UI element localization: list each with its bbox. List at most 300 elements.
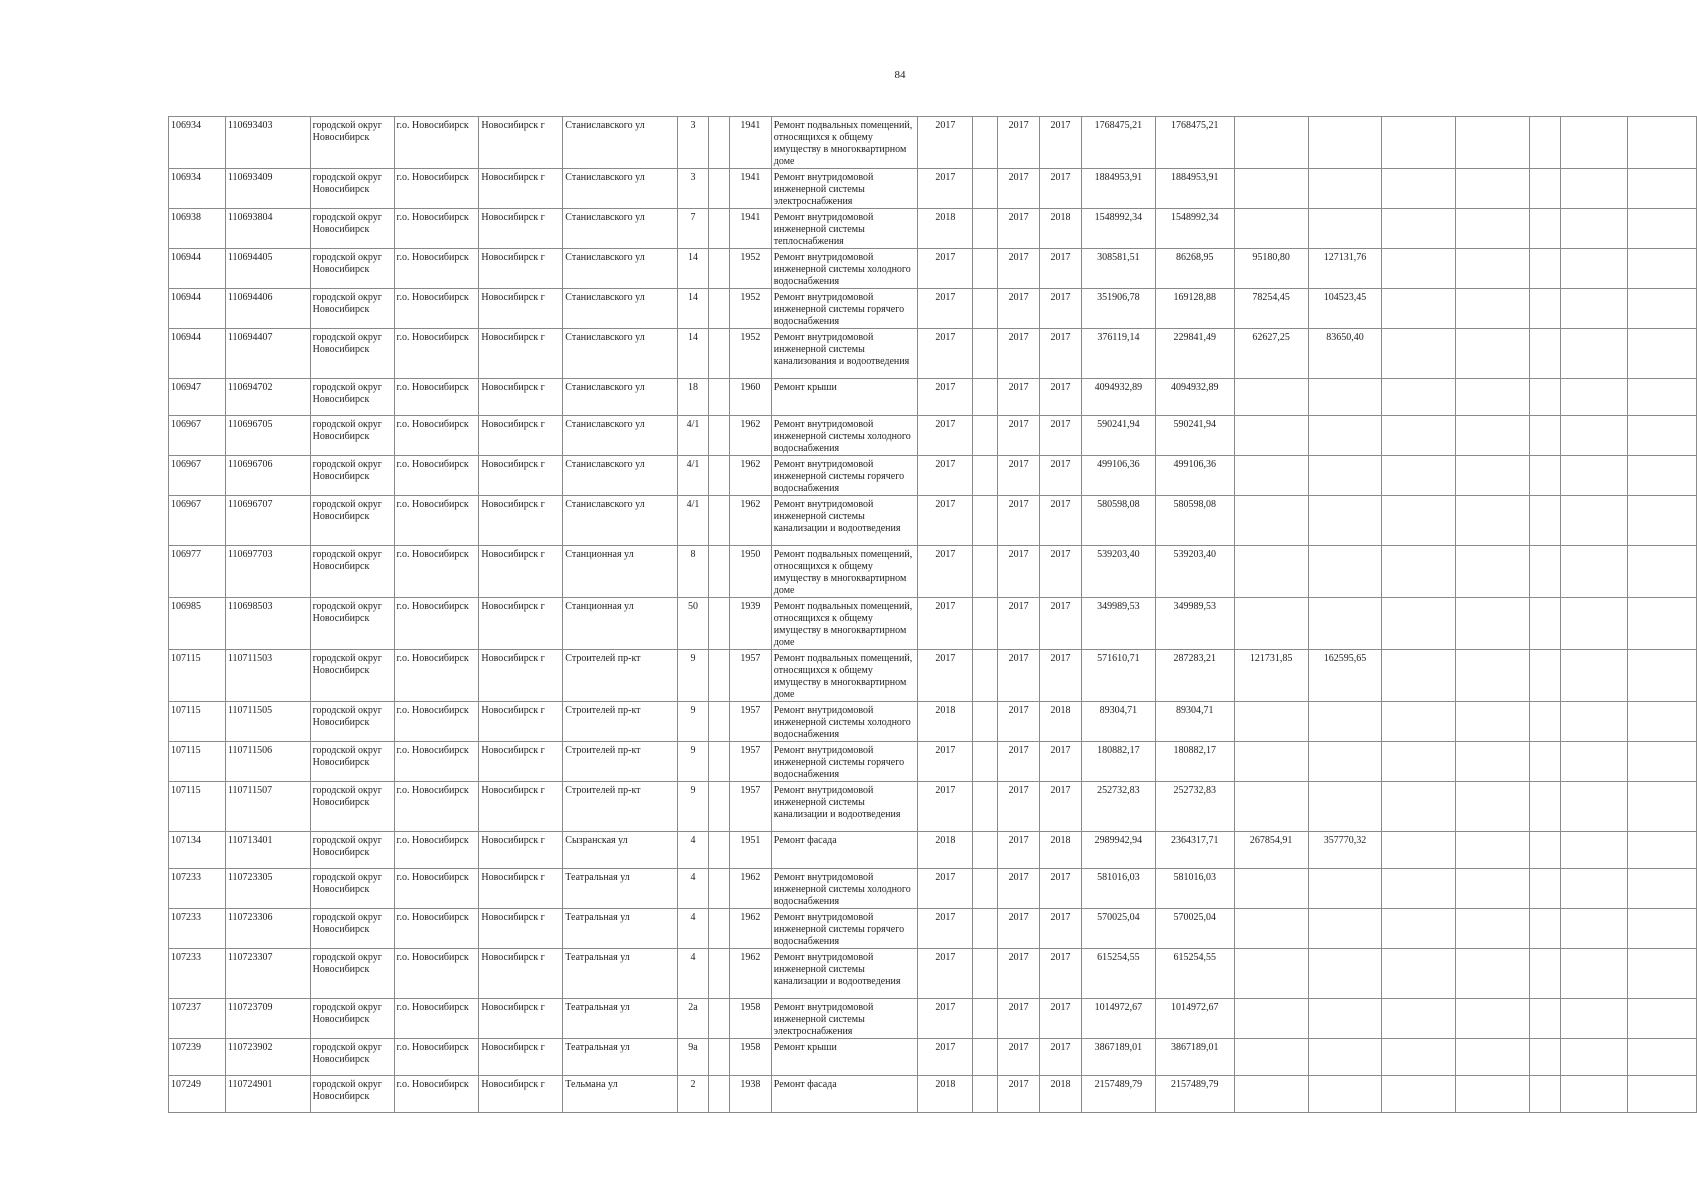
cell-plan-year: 2017 xyxy=(918,416,973,456)
cell-empty xyxy=(1529,832,1560,869)
cell-fund-cost: 499106,36 xyxy=(1155,456,1234,496)
cell-year-built: 1941 xyxy=(729,209,771,249)
cell-empty xyxy=(1560,832,1628,869)
cell-building-id: 107239 xyxy=(169,1039,226,1076)
cell-building-id: 107233 xyxy=(169,909,226,949)
cell-total-cost: 252732,83 xyxy=(1081,782,1155,832)
cell-cost-b xyxy=(1308,598,1382,650)
cell-street: Театральная ул xyxy=(563,1039,678,1076)
cell-house-number: 14 xyxy=(678,289,709,329)
cell-fund-cost: 539203,40 xyxy=(1155,546,1234,598)
cell-year-to: 2018 xyxy=(1040,209,1082,249)
cell-house-number: 2а xyxy=(678,999,709,1039)
cell-empty xyxy=(708,416,729,456)
cell-house-number: 3 xyxy=(678,169,709,209)
cell-fund-cost: 180882,17 xyxy=(1155,742,1234,782)
table-row xyxy=(169,379,1697,416)
cell-district: г.о. Новосибирск xyxy=(394,832,479,869)
cell-cost-a xyxy=(1234,742,1308,782)
cell-building-id: 107134 xyxy=(169,832,226,869)
cell-empty xyxy=(1382,329,1456,379)
cell-empty xyxy=(973,702,998,742)
cell-empty xyxy=(973,209,998,249)
cell-empty xyxy=(973,379,998,416)
cell-empty xyxy=(1628,650,1697,702)
cell-work-code: 110697703 xyxy=(225,546,310,598)
cell-empty xyxy=(1560,949,1628,999)
cell-district: г.о. Новосибирск xyxy=(394,496,479,546)
cell-municipality: городской округ Новосибирск xyxy=(310,869,394,909)
table-row xyxy=(169,1076,1697,1113)
cell-year-to: 2017 xyxy=(1040,909,1082,949)
cell-plan-year: 2017 xyxy=(918,169,973,209)
cell-municipality: городской округ Новосибирск xyxy=(310,496,394,546)
cell-empty xyxy=(1529,329,1560,379)
cell-house-number: 50 xyxy=(678,598,709,650)
cell-locality: Новосибирск г xyxy=(479,379,563,416)
cell-work-type: Ремонт крыши xyxy=(771,379,918,416)
cell-year-from: 2017 xyxy=(998,598,1040,650)
cell-year-from: 2017 xyxy=(998,702,1040,742)
cell-empty xyxy=(1628,1039,1697,1076)
cell-plan-year: 2017 xyxy=(918,546,973,598)
cell-building-id: 106967 xyxy=(169,496,226,546)
cell-cost-a xyxy=(1234,496,1308,546)
cell-cost-a: 95180,80 xyxy=(1234,249,1308,289)
cell-year-from: 2017 xyxy=(998,999,1040,1039)
cell-empty xyxy=(1628,379,1697,416)
cell-work-code: 110711505 xyxy=(225,702,310,742)
cell-total-cost: 89304,71 xyxy=(1081,702,1155,742)
cell-empty xyxy=(1628,289,1697,329)
cell-empty xyxy=(1529,1039,1560,1076)
cell-district: г.о. Новосибирск xyxy=(394,1039,479,1076)
cell-house-number: 4 xyxy=(678,869,709,909)
cell-work-code: 110694406 xyxy=(225,289,310,329)
cell-cost-b: 357770,32 xyxy=(1308,832,1382,869)
cell-locality: Новосибирск г xyxy=(479,742,563,782)
cell-municipality: городской округ Новосибирск xyxy=(310,289,394,329)
cell-plan-year: 2017 xyxy=(918,379,973,416)
cell-fund-cost: 615254,55 xyxy=(1155,949,1234,999)
cell-cost-b xyxy=(1308,496,1382,546)
cell-district: г.о. Новосибирск xyxy=(394,329,479,379)
cell-work-code: 110723902 xyxy=(225,1039,310,1076)
cell-empty xyxy=(973,456,998,496)
cell-plan-year: 2017 xyxy=(918,1039,973,1076)
cell-work-code: 110711503 xyxy=(225,650,310,702)
table-row xyxy=(169,909,1697,949)
cell-cost-b xyxy=(1308,117,1382,169)
cell-empty xyxy=(1456,209,1530,249)
cell-street: Станиславского ул xyxy=(563,496,678,546)
cell-total-cost: 2989942,94 xyxy=(1081,832,1155,869)
cell-year-built: 1957 xyxy=(729,650,771,702)
cell-year-from: 2017 xyxy=(998,169,1040,209)
cell-fund-cost: 580598,08 xyxy=(1155,496,1234,546)
cell-empty xyxy=(1456,379,1530,416)
cell-street: Театральная ул xyxy=(563,869,678,909)
cell-empty xyxy=(1628,832,1697,869)
cell-building-id: 106934 xyxy=(169,117,226,169)
cell-cost-a: 267854,91 xyxy=(1234,832,1308,869)
cell-house-number: 4 xyxy=(678,832,709,869)
cell-empty xyxy=(1529,416,1560,456)
cell-total-cost: 4094932,89 xyxy=(1081,379,1155,416)
cell-empty xyxy=(1560,1076,1628,1113)
cell-district: г.о. Новосибирск xyxy=(394,598,479,650)
cell-empty xyxy=(1628,416,1697,456)
cell-empty xyxy=(1628,742,1697,782)
cell-street: Станционная ул xyxy=(563,598,678,650)
cell-building-id: 107115 xyxy=(169,702,226,742)
cell-empty xyxy=(973,1039,998,1076)
cell-district: г.о. Новосибирск xyxy=(394,169,479,209)
cell-empty xyxy=(708,869,729,909)
cell-total-cost: 349989,53 xyxy=(1081,598,1155,650)
cell-work-type: Ремонт фасада xyxy=(771,1076,918,1113)
cell-cost-b xyxy=(1308,456,1382,496)
cell-work-code: 110723709 xyxy=(225,999,310,1039)
cell-empty xyxy=(708,782,729,832)
cell-work-type: Ремонт внутридомовой инженерной системы электроснабжения xyxy=(771,999,918,1039)
cell-building-id: 107233 xyxy=(169,869,226,909)
cell-empty xyxy=(1529,742,1560,782)
cell-plan-year: 2018 xyxy=(918,1076,973,1113)
cell-empty xyxy=(973,169,998,209)
cell-empty xyxy=(1529,650,1560,702)
cell-empty xyxy=(1456,598,1530,650)
cell-work-type: Ремонт внутридомовой инженерной системы горячего водоснабжения xyxy=(771,456,918,496)
cell-empty xyxy=(973,742,998,782)
cell-house-number: 9 xyxy=(678,650,709,702)
cell-street: Станиславского ул xyxy=(563,379,678,416)
cell-empty xyxy=(708,702,729,742)
cell-empty xyxy=(973,496,998,546)
cell-locality: Новосибирск г xyxy=(479,117,563,169)
cell-empty xyxy=(973,869,998,909)
cell-total-cost: 615254,55 xyxy=(1081,949,1155,999)
cell-work-type: Ремонт внутридомовой инженерной системы холодного водоснабжения xyxy=(771,869,918,909)
cell-building-id: 106944 xyxy=(169,289,226,329)
cell-empty xyxy=(1456,909,1530,949)
cell-cost-b xyxy=(1308,702,1382,742)
cell-cost-a xyxy=(1234,598,1308,650)
cell-cost-b: 127131,76 xyxy=(1308,249,1382,289)
cell-locality: Новосибирск г xyxy=(479,546,563,598)
cell-empty xyxy=(1560,782,1628,832)
cell-municipality: городской округ Новосибирск xyxy=(310,1039,394,1076)
cell-total-cost: 3867189,01 xyxy=(1081,1039,1155,1076)
cell-municipality: городской округ Новосибирск xyxy=(310,702,394,742)
cell-cost-b xyxy=(1308,742,1382,782)
cell-plan-year: 2017 xyxy=(918,249,973,289)
cell-year-to: 2017 xyxy=(1040,546,1082,598)
cell-work-code: 110696705 xyxy=(225,416,310,456)
cell-street: Станиславского ул xyxy=(563,169,678,209)
cell-plan-year: 2017 xyxy=(918,949,973,999)
cell-year-to: 2017 xyxy=(1040,379,1082,416)
cell-district: г.о. Новосибирск xyxy=(394,909,479,949)
cell-cost-a xyxy=(1234,209,1308,249)
cell-work-code: 110696707 xyxy=(225,496,310,546)
cell-work-type: Ремонт фасада xyxy=(771,832,918,869)
cell-municipality: городской округ Новосибирск xyxy=(310,909,394,949)
cell-street: Строителей пр-кт xyxy=(563,702,678,742)
cell-empty xyxy=(708,289,729,329)
cell-year-to: 2017 xyxy=(1040,496,1082,546)
cell-year-from: 2017 xyxy=(998,832,1040,869)
cell-building-id: 107237 xyxy=(169,999,226,1039)
cell-district: г.о. Новосибирск xyxy=(394,999,479,1039)
cell-district: г.о. Новосибирск xyxy=(394,546,479,598)
cell-house-number: 9 xyxy=(678,702,709,742)
cell-locality: Новосибирск г xyxy=(479,289,563,329)
cell-fund-cost: 169128,88 xyxy=(1155,289,1234,329)
cell-locality: Новосибирск г xyxy=(479,209,563,249)
cell-empty xyxy=(708,329,729,379)
cell-work-code: 110723305 xyxy=(225,869,310,909)
cell-empty xyxy=(1628,117,1697,169)
cell-empty xyxy=(1560,742,1628,782)
cell-empty xyxy=(1560,249,1628,289)
cell-year-to: 2017 xyxy=(1040,169,1082,209)
cell-year-from: 2017 xyxy=(998,456,1040,496)
cell-municipality: городской округ Новосибирск xyxy=(310,117,394,169)
cell-plan-year: 2017 xyxy=(918,782,973,832)
cell-total-cost: 308581,51 xyxy=(1081,249,1155,289)
cell-work-code: 110696706 xyxy=(225,456,310,496)
cell-empty xyxy=(1529,289,1560,329)
cell-work-type: Ремонт внутридомовой инженерной системы электроснабжения xyxy=(771,169,918,209)
cell-empty xyxy=(1560,650,1628,702)
cell-street: Театральная ул xyxy=(563,999,678,1039)
cell-year-built: 1957 xyxy=(729,742,771,782)
cell-empty xyxy=(1382,832,1456,869)
cell-municipality: городской округ Новосибирск xyxy=(310,169,394,209)
cell-empty xyxy=(1560,169,1628,209)
cell-municipality: городской округ Новосибирск xyxy=(310,546,394,598)
cell-year-built: 1962 xyxy=(729,949,771,999)
table-row xyxy=(169,496,1697,546)
cell-empty xyxy=(1560,117,1628,169)
cell-municipality: городской округ Новосибирск xyxy=(310,209,394,249)
cell-empty xyxy=(1529,379,1560,416)
cell-building-id: 107115 xyxy=(169,782,226,832)
cell-locality: Новосибирск г xyxy=(479,456,563,496)
cell-empty xyxy=(1529,117,1560,169)
cell-cost-b xyxy=(1308,379,1382,416)
cell-empty xyxy=(1628,329,1697,379)
cell-empty xyxy=(1456,329,1530,379)
cell-cost-b: 83650,40 xyxy=(1308,329,1382,379)
cell-cost-b xyxy=(1308,546,1382,598)
cell-year-from: 2017 xyxy=(998,416,1040,456)
cell-fund-cost: 1014972,67 xyxy=(1155,999,1234,1039)
cell-work-type: Ремонт подвальных помещений, относящихся к общему имуществу в многоквартирном доме xyxy=(771,546,918,598)
cell-year-to: 2018 xyxy=(1040,832,1082,869)
cell-empty xyxy=(1628,1076,1697,1113)
cell-year-to: 2017 xyxy=(1040,598,1082,650)
cell-empty xyxy=(708,1039,729,1076)
cell-work-code: 110698503 xyxy=(225,598,310,650)
cell-street: Театральная ул xyxy=(563,909,678,949)
cell-empty xyxy=(1382,546,1456,598)
cell-cost-a xyxy=(1234,169,1308,209)
table-row xyxy=(169,456,1697,496)
cell-empty xyxy=(1560,209,1628,249)
cell-year-built: 1957 xyxy=(729,782,771,832)
cell-total-cost: 581016,03 xyxy=(1081,869,1155,909)
cell-empty xyxy=(1456,869,1530,909)
cell-work-type: Ремонт внутридомовой инженерной системы холодного водоснабжения xyxy=(771,249,918,289)
cell-cost-b: 104523,45 xyxy=(1308,289,1382,329)
cell-empty xyxy=(973,909,998,949)
cell-house-number: 18 xyxy=(678,379,709,416)
cell-street: Сызранская ул xyxy=(563,832,678,869)
cell-cost-a xyxy=(1234,1039,1308,1076)
cell-year-to: 2017 xyxy=(1040,117,1082,169)
cell-year-built: 1962 xyxy=(729,869,771,909)
cell-empty xyxy=(1456,949,1530,999)
cell-district: г.о. Новосибирск xyxy=(394,949,479,999)
cell-plan-year: 2018 xyxy=(918,702,973,742)
cell-empty xyxy=(708,949,729,999)
cell-total-cost: 1548992,34 xyxy=(1081,209,1155,249)
cell-cost-b xyxy=(1308,209,1382,249)
cell-cost-a: 62627,25 xyxy=(1234,329,1308,379)
cell-building-id: 106967 xyxy=(169,416,226,456)
cell-house-number: 9 xyxy=(678,742,709,782)
cell-year-built: 1960 xyxy=(729,379,771,416)
cell-empty xyxy=(1560,456,1628,496)
cell-year-built: 1957 xyxy=(729,702,771,742)
cell-empty xyxy=(1456,169,1530,209)
cell-district: г.о. Новосибирск xyxy=(394,209,479,249)
cell-building-id: 106985 xyxy=(169,598,226,650)
cell-locality: Новосибирск г xyxy=(479,949,563,999)
cell-work-code: 110694702 xyxy=(225,379,310,416)
cell-empty xyxy=(1529,496,1560,546)
cell-total-cost: 539203,40 xyxy=(1081,546,1155,598)
cell-empty xyxy=(708,117,729,169)
cell-empty xyxy=(1529,598,1560,650)
cell-empty xyxy=(1456,999,1530,1039)
cell-district: г.о. Новосибирск xyxy=(394,702,479,742)
cell-empty xyxy=(708,209,729,249)
cell-fund-cost: 287283,21 xyxy=(1155,650,1234,702)
cell-cost-b xyxy=(1308,782,1382,832)
cell-building-id: 106977 xyxy=(169,546,226,598)
cell-house-number: 4/1 xyxy=(678,496,709,546)
cell-year-built: 1958 xyxy=(729,999,771,1039)
cell-fund-cost: 1884953,91 xyxy=(1155,169,1234,209)
cell-work-type: Ремонт внутридомовой инженерной системы холодного водоснабжения xyxy=(771,702,918,742)
cell-empty xyxy=(973,329,998,379)
cell-empty xyxy=(973,782,998,832)
cell-empty xyxy=(1628,869,1697,909)
cell-empty xyxy=(1529,869,1560,909)
table-row xyxy=(169,598,1697,650)
cell-empty xyxy=(1628,249,1697,289)
cell-fund-cost: 252732,83 xyxy=(1155,782,1234,832)
cell-cost-b: 162595,65 xyxy=(1308,650,1382,702)
cell-empty xyxy=(1628,209,1697,249)
cell-work-code: 110723307 xyxy=(225,949,310,999)
cell-locality: Новосибирск г xyxy=(479,598,563,650)
cell-cost-a xyxy=(1234,909,1308,949)
cell-district: г.о. Новосибирск xyxy=(394,416,479,456)
cell-plan-year: 2017 xyxy=(918,650,973,702)
cell-work-type: Ремонт внутридомовой инженерной системы горячего водоснабжения xyxy=(771,909,918,949)
cell-empty xyxy=(1560,598,1628,650)
cell-work-code: 110693403 xyxy=(225,117,310,169)
cell-work-code: 110711507 xyxy=(225,782,310,832)
cell-empty xyxy=(1456,249,1530,289)
cell-empty xyxy=(1628,169,1697,209)
cell-empty xyxy=(708,546,729,598)
cell-empty xyxy=(1456,650,1530,702)
cell-district: г.о. Новосибирск xyxy=(394,379,479,416)
cell-municipality: городской округ Новосибирск xyxy=(310,456,394,496)
cell-empty xyxy=(1382,742,1456,782)
cell-municipality: городской округ Новосибирск xyxy=(310,999,394,1039)
cell-building-id: 106944 xyxy=(169,249,226,289)
cell-empty xyxy=(1456,496,1530,546)
cell-empty xyxy=(1529,949,1560,999)
cell-year-to: 2017 xyxy=(1040,416,1082,456)
cell-year-built: 1941 xyxy=(729,169,771,209)
cell-year-from: 2017 xyxy=(998,1076,1040,1113)
cell-year-from: 2017 xyxy=(998,379,1040,416)
cell-cost-a xyxy=(1234,379,1308,416)
cell-work-type: Ремонт внутридомовой инженерной системы канализации и водоотведения xyxy=(771,949,918,999)
cell-empty xyxy=(1456,289,1530,329)
cell-year-built: 1952 xyxy=(729,329,771,379)
cell-empty xyxy=(1382,999,1456,1039)
cell-total-cost: 376119,14 xyxy=(1081,329,1155,379)
table-row xyxy=(169,117,1697,169)
cell-cost-a xyxy=(1234,416,1308,456)
cell-empty xyxy=(1529,702,1560,742)
cell-year-from: 2017 xyxy=(998,209,1040,249)
cell-house-number: 8 xyxy=(678,546,709,598)
cell-district: г.о. Новосибирск xyxy=(394,869,479,909)
cell-empty xyxy=(1529,209,1560,249)
cell-year-built: 1938 xyxy=(729,1076,771,1113)
cell-fund-cost: 89304,71 xyxy=(1155,702,1234,742)
cell-building-id: 107249 xyxy=(169,1076,226,1113)
page-number: 84 xyxy=(894,69,906,81)
cell-house-number: 4/1 xyxy=(678,456,709,496)
table-row xyxy=(169,782,1697,832)
cell-year-to: 2017 xyxy=(1040,249,1082,289)
cell-municipality: городской округ Новосибирск xyxy=(310,832,394,869)
cell-district: г.о. Новосибирск xyxy=(394,1076,479,1113)
cell-locality: Новосибирск г xyxy=(479,782,563,832)
cell-locality: Новосибирск г xyxy=(479,1039,563,1076)
cell-year-from: 2017 xyxy=(998,949,1040,999)
cell-plan-year: 2017 xyxy=(918,869,973,909)
cell-empty xyxy=(1456,546,1530,598)
cell-empty xyxy=(1382,249,1456,289)
cell-empty xyxy=(1529,782,1560,832)
cell-year-from: 2017 xyxy=(998,496,1040,546)
cell-empty xyxy=(1456,117,1530,169)
cell-year-to: 2017 xyxy=(1040,782,1082,832)
table-row xyxy=(169,949,1697,999)
cell-work-code: 110724901 xyxy=(225,1076,310,1113)
